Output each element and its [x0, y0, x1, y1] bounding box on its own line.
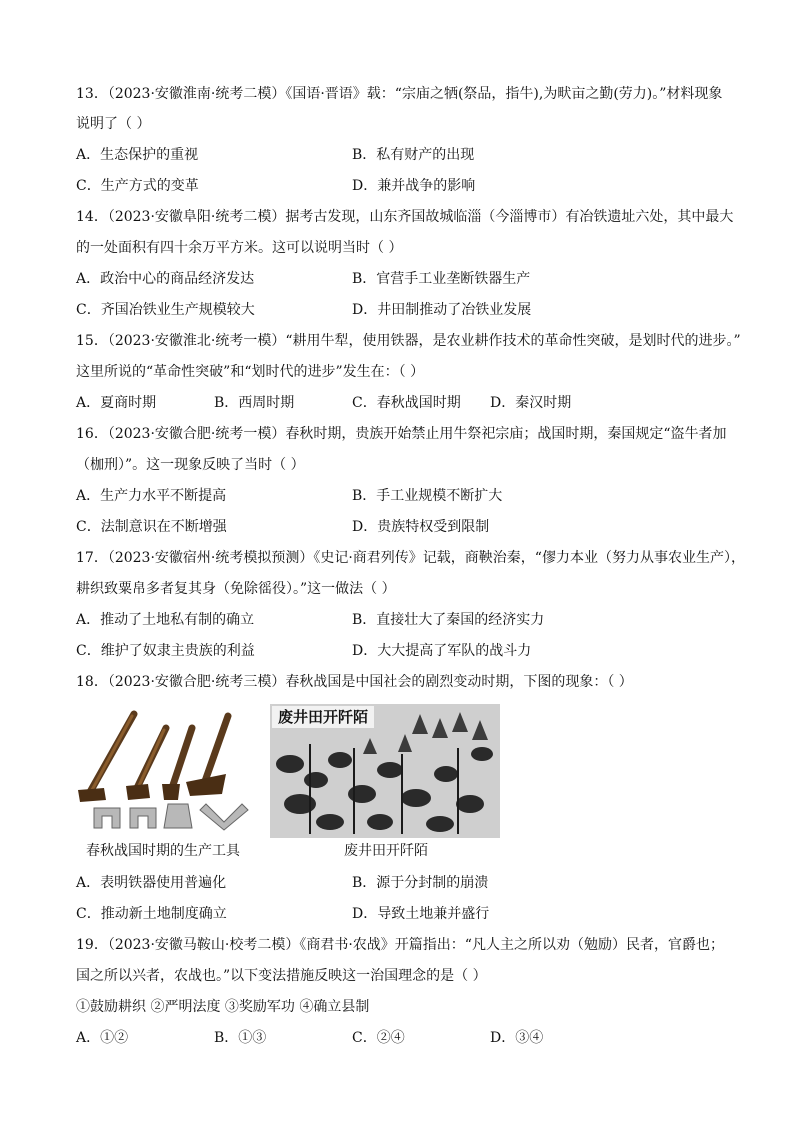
q14-option-b: B．官营手工业垄断铁器生产	[352, 271, 531, 287]
relief-title-banner: 废井田开阡陌	[272, 706, 374, 728]
q18-figure	[76, 704, 506, 864]
q16-option-c: C．法制意识在不断增强	[76, 519, 227, 535]
q19-option-a: A．①②	[76, 1030, 129, 1046]
q17-option-c: C．维护了奴隶主贵族的利益	[76, 643, 255, 659]
q13-stem-line-2: 说明了（ ）	[76, 116, 151, 132]
q16-stem-line-2: （枷刑）”。这一现象反映了当时（ ）	[76, 457, 305, 473]
q18-option-d: D．导致土地兼并盛行	[352, 906, 490, 922]
q13-option-c: C．生产方式的变革	[76, 178, 199, 194]
q15-option-d: D．秦汉时期	[490, 395, 572, 411]
q19-option-c: C．②④	[352, 1030, 405, 1046]
q13-option-a: A．生态保护的重视	[76, 147, 199, 163]
q18-option-c: C．推动新土地制度确立	[76, 906, 227, 922]
q19-stem-line-2: 国之所以兴者，农战也。”以下变法措施反映这一治国理念的是（ ）	[76, 968, 487, 984]
q15-stem-line-2: 这里所说的“革命性突破”和“划时代的进步”发生在：（ ）	[76, 364, 425, 380]
q19-option-d: D．③④	[490, 1030, 544, 1046]
q18-option-b: B．源于分封制的崩溃	[352, 875, 489, 891]
q17-stem-line-1: 17．（2023·安徽宿州·统考模拟预测）《史记·商君列传》记载，商鞅治秦，“僇力本业（努力从事农业生产），	[76, 550, 745, 566]
q16-option-a: A．生产力水平不断提高	[76, 488, 227, 504]
q18-stem-line-1: 18．（2023·安徽合肥·统考三模）春秋战国是中国社会的剧烈变动时期，下图的现象：（ ）	[76, 674, 633, 690]
q14-option-d: D．井田制推动了冶铁业发展	[352, 302, 532, 318]
q16-option-b: B．手工业规模不断扩大	[352, 488, 503, 504]
q18-option-a: A．表明铁器使用普遍化	[76, 875, 227, 891]
q14-option-c: C．齐国冶铁业生产规模较大	[76, 302, 255, 318]
relief-caption: 废井田开阡陌	[344, 843, 428, 859]
q15-stem-line-1: 15．（2023·安徽淮北·统考一模）“耕用牛犁，使用铁器，是农业耕作技术的革命性突破，是划时代的进步。”	[76, 333, 741, 349]
q15-option-b: B．西周时期	[214, 395, 295, 411]
q17-option-d: D．大大提高了军队的战斗力	[352, 643, 532, 659]
q16-option-d: D．贵族特权受到限制	[352, 519, 490, 535]
q17-stem-line-2: 耕织致粟帛多者复其身（免除徭役）。”这一做法（ ）	[76, 581, 396, 597]
q15-option-c: C．春秋战国时期	[352, 395, 461, 411]
q15-option-a: A．夏商时期	[76, 395, 157, 411]
q19-option-b: B．①③	[214, 1030, 267, 1046]
q14-stem-line-2: 的一处面积有四十余万平方米。这可以说明当时（ ）	[76, 240, 403, 256]
q13-option-d: D．兼并战争的影响	[352, 178, 476, 194]
farm-tools-illustration	[76, 704, 272, 834]
tools-caption: 春秋战国时期的生产工具	[86, 843, 240, 859]
q19-measures-list: ①鼓励耕织 ②严明法度 ③奖励军功 ④确立县制	[76, 999, 370, 1015]
q19-stem-line-1: 19．（2023·安徽马鞍山·校考二模）《商君书·农战》开篇指出：“凡人主之所以劝（勉励）民者，官爵也；	[76, 937, 724, 953]
q17-option-a: A．推动了土地私有制的确立	[76, 612, 255, 628]
q16-stem-line-1: 16．（2023·安徽合肥·统考一模）春秋时期，贵族开始禁止用牛祭祀宗庙；战国时期，秦国规定“盗牛者加	[76, 426, 727, 442]
q14-option-a: A．政治中心的商品经济发达	[76, 271, 255, 287]
q17-option-b: B．直接壮大了秦国的经济实力	[352, 612, 545, 628]
q13-stem-line-1: 13．（2023·安徽淮南·统考二模）《国语·晋语》载：“宗庙之牺(祭品，指牛),为畎亩之勤(劳力)。”材料现象	[76, 86, 723, 102]
q14-stem-line-1: 14．（2023·安徽阜阳·统考二模）据考古发现，山东齐国故城临淄（今淄博市）有冶铁遗址六处，其中最大	[76, 209, 734, 225]
q13-option-b: B．私有财产的出现	[352, 147, 475, 163]
